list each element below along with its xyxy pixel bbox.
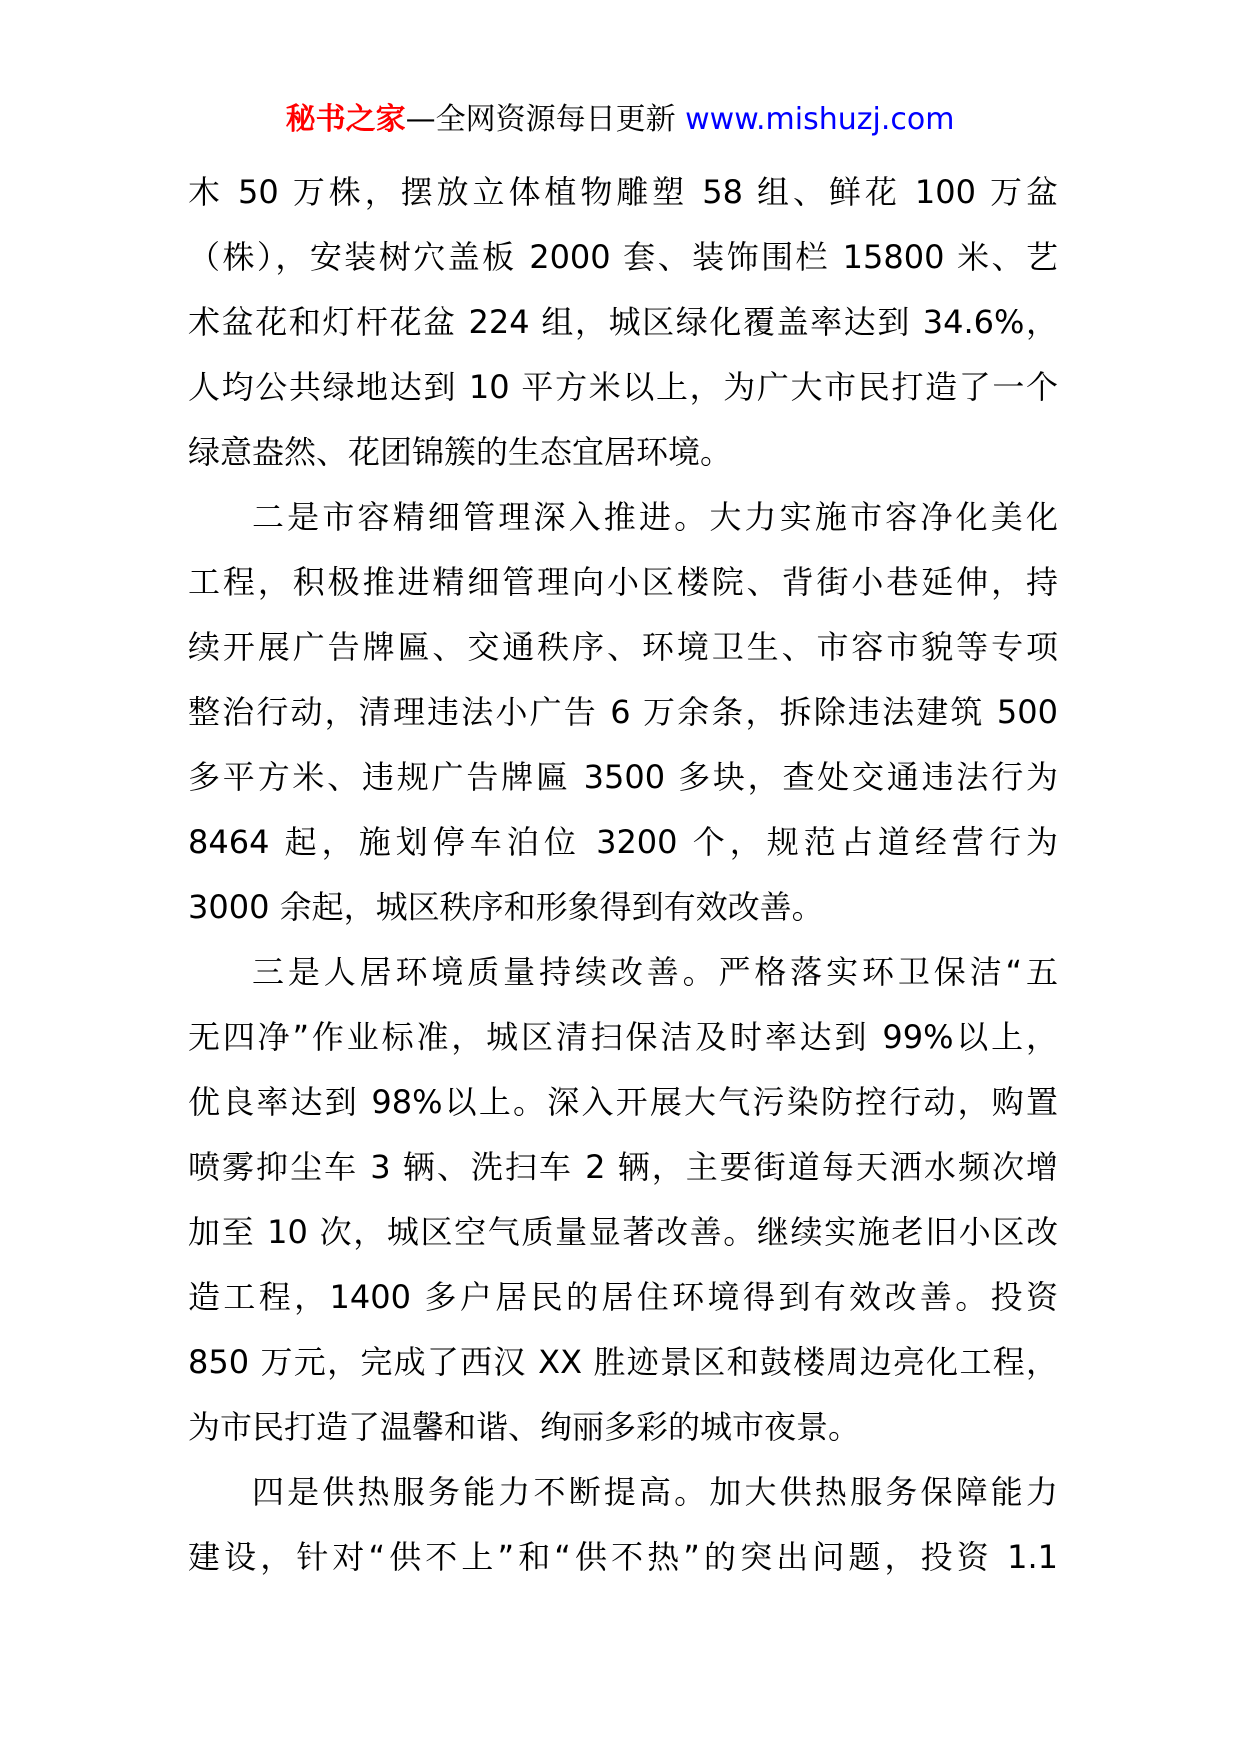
text-line: 人均公共绿地达到 10 平方米以上，为广大市民打造了一个 xyxy=(188,368,1058,406)
text-line: 850 万元，完成了西汉 XX 胜迹景区和鼓楼周边亮化工程， xyxy=(188,1343,1058,1381)
text-line: 多平方米、违规广告牌匾 3500 多块，查处交通违法行为 xyxy=(188,758,1058,796)
text-line: 喷雾抑尘车 3 辆、洗扫车 2 辆，主要街道每天洒水频次增 xyxy=(188,1148,1058,1186)
page-header xyxy=(0,100,1240,140)
text-line: 整治行动，清理违法小广告 6 万余条，拆除违法建筑 500 xyxy=(188,693,1058,731)
paragraph-heading-line: 二是市容精细管理深入推进。大力实施市容净化美化 xyxy=(252,498,1058,536)
text-line: 木 50 万株，摆放立体植物雕塑 58 组、鲜花 100 万盆 xyxy=(188,173,1058,211)
text-line: 造工程，1400 多户居民的居住环境得到有效改善。投资 xyxy=(188,1278,1058,1316)
text-line: 3000 余起，城区秩序和形象得到有效改善。 xyxy=(188,888,824,926)
site-brand: 秘书之家 xyxy=(285,102,406,137)
text-line: 优良率达到 98%以上。深入开展大气污染防控行动，购置 xyxy=(188,1083,1058,1121)
text-line: 术盆花和灯杆花盆 224 组，城区绿化覆盖率达到 34.6%， xyxy=(188,303,1058,341)
text-line: 绿意盎然、花团锦簇的生态宜居环境。 xyxy=(188,433,733,471)
document-body xyxy=(188,160,1058,1590)
text-line: 为市民打造了温馨和谐、绚丽多彩的城市夜景。 xyxy=(188,1408,861,1446)
text-line: 加至 10 次，城区空气质量显著改善。继续实施老旧小区改 xyxy=(188,1213,1058,1251)
text-line: 建设，针对“供不上”和“供不热”的突出问题，投资 1.1 xyxy=(188,1538,1058,1576)
site-slogan: —全网资源每日更新 xyxy=(405,102,686,137)
text-line: 8464 起，施划停车泊位 3200 个，规范占道经营行为 xyxy=(188,823,1058,861)
paragraph-heading-line: 三是人居环境质量持续改善。严格落实环卫保洁“五 xyxy=(252,953,1058,991)
text-line: 无四净”作业标准，城区清扫保洁及时率达到 99%以上， xyxy=(188,1018,1058,1056)
text-line: 工程，积极推进精细管理向小区楼院、背街小巷延伸，持 xyxy=(188,563,1058,601)
text-line: （株），安装树穴盖板 2000 套、装饰围栏 15800 米、艺 xyxy=(188,238,1058,276)
paragraph-heading-line: 四是供热服务能力不断提高。加大供热服务保障能力 xyxy=(252,1473,1058,1511)
text-line: 续开展广告牌匾、交通秩序、环境卫生、市容市貌等专项 xyxy=(188,628,1058,666)
site-url-link[interactable]: www.mishuzj.com xyxy=(685,102,955,137)
